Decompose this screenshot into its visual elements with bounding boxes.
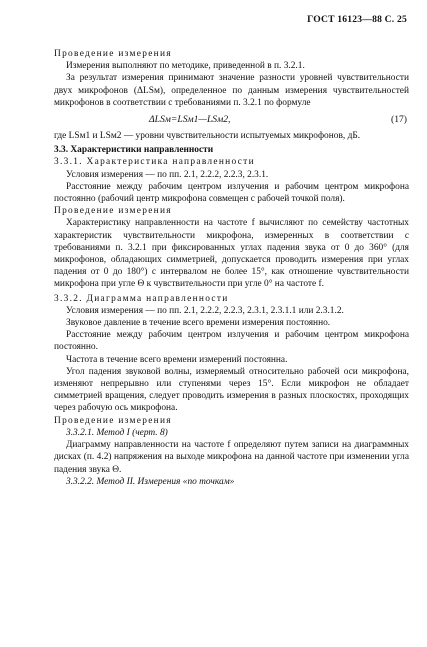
paragraph: Диаграмму направленности на частоте f определяют путем записи на диаграммных дисках (п. 4.2) напряжения на выходе микрофона на данной частоте при изменении угла падения звука Θ. bbox=[54, 440, 409, 475]
paragraph: Измерения выполняют по методике, приведенной в п. 3.2.1. bbox=[66, 61, 305, 72]
section-heading-directional-characteristics: 3.3. Характеристики направленности bbox=[54, 145, 214, 156]
formula-expression: ΔLSм=LSм1—LSм2, bbox=[149, 114, 231, 126]
paragraph: Расстояние между рабочим центром излучения и рабочим центром микрофона постоянно (рабочий центр микрофона совмещен с рабочей точкой поля). bbox=[54, 181, 409, 205]
paragraph: Условия измерения — по пп. 2.1, 2.2.2, 2.2.3, 2.3.1. bbox=[66, 169, 269, 180]
subsection-heading: 3.3.1. Характеристика направленности bbox=[54, 157, 255, 168]
section-heading-measurement: Проведение измерения bbox=[54, 49, 172, 59]
paragraph: Звуковое давление в течение всего времени измерения постоянно. bbox=[66, 318, 331, 329]
formula-17 bbox=[54, 114, 409, 126]
section-heading-measurement: Проведение измерения bbox=[54, 415, 172, 426]
paragraph: где LSм1 и LSм2 — уровни чувствительности испытуемых микрофонов, дБ. bbox=[54, 131, 361, 142]
subsection-heading: 3.3.2. Диаграмма направленности bbox=[54, 293, 229, 304]
section-heading-measurement: Проведение измерения bbox=[54, 206, 172, 217]
page-header-label: ГОСТ 16123—88 С. 25 bbox=[307, 14, 407, 25]
formula-number: (17) bbox=[391, 114, 407, 126]
method-heading: 3.3.2.1. Метод I (черт. 8) bbox=[66, 427, 168, 438]
paragraph: Характеристику направленности на частоте f вычисляют по семейству частотных характеристик чувствительности микрофона, измеренных в соответствии с требованиями п. 3.2.1 при фиксированных углах падения звука от 0 до 360° (для микрофонов, обладающих симметрией, допускается проводить измерения при углах падения от 0 до 180°) с интервалом не более 15°, как отношение чувствительности микрофона при угле Θ к чувствительности при угле 0° на частоте f. bbox=[54, 218, 409, 290]
paragraph: Расстояние между рабочим центром излучения и рабочим центром микрофона постоянно. bbox=[54, 330, 409, 353]
paragraph: Частота в течение всего времени измерений постоянна. bbox=[66, 354, 288, 365]
paragraph: За результат измерения принимают значение разности уровней чувствительности двух микрофонов (ΔLSм), определенное по данным измерения чувствительностей микрофонов в соответствии с требованиями п. 3.2.1 по формуле bbox=[54, 73, 409, 108]
method-heading: 3.3.2.2. Метод II. Измерения «по точкам» bbox=[66, 476, 235, 487]
paragraph: Условия измерения — по пп. 2.1, 2.2.2, 2.2.3, 2.3.1, 2.3.1.1 или 2.3.1.2. bbox=[66, 305, 344, 316]
paragraph: Угол падения звуковой волны, измеряемый относительно рабочей оси микрофона, изменяют непрерывно или ступенями через 15°. Если микрофон не обладает симметрией вращения, следует проводить измерения в разных плоскостях, проходящих через рабочую ось микрофона. bbox=[54, 366, 409, 414]
